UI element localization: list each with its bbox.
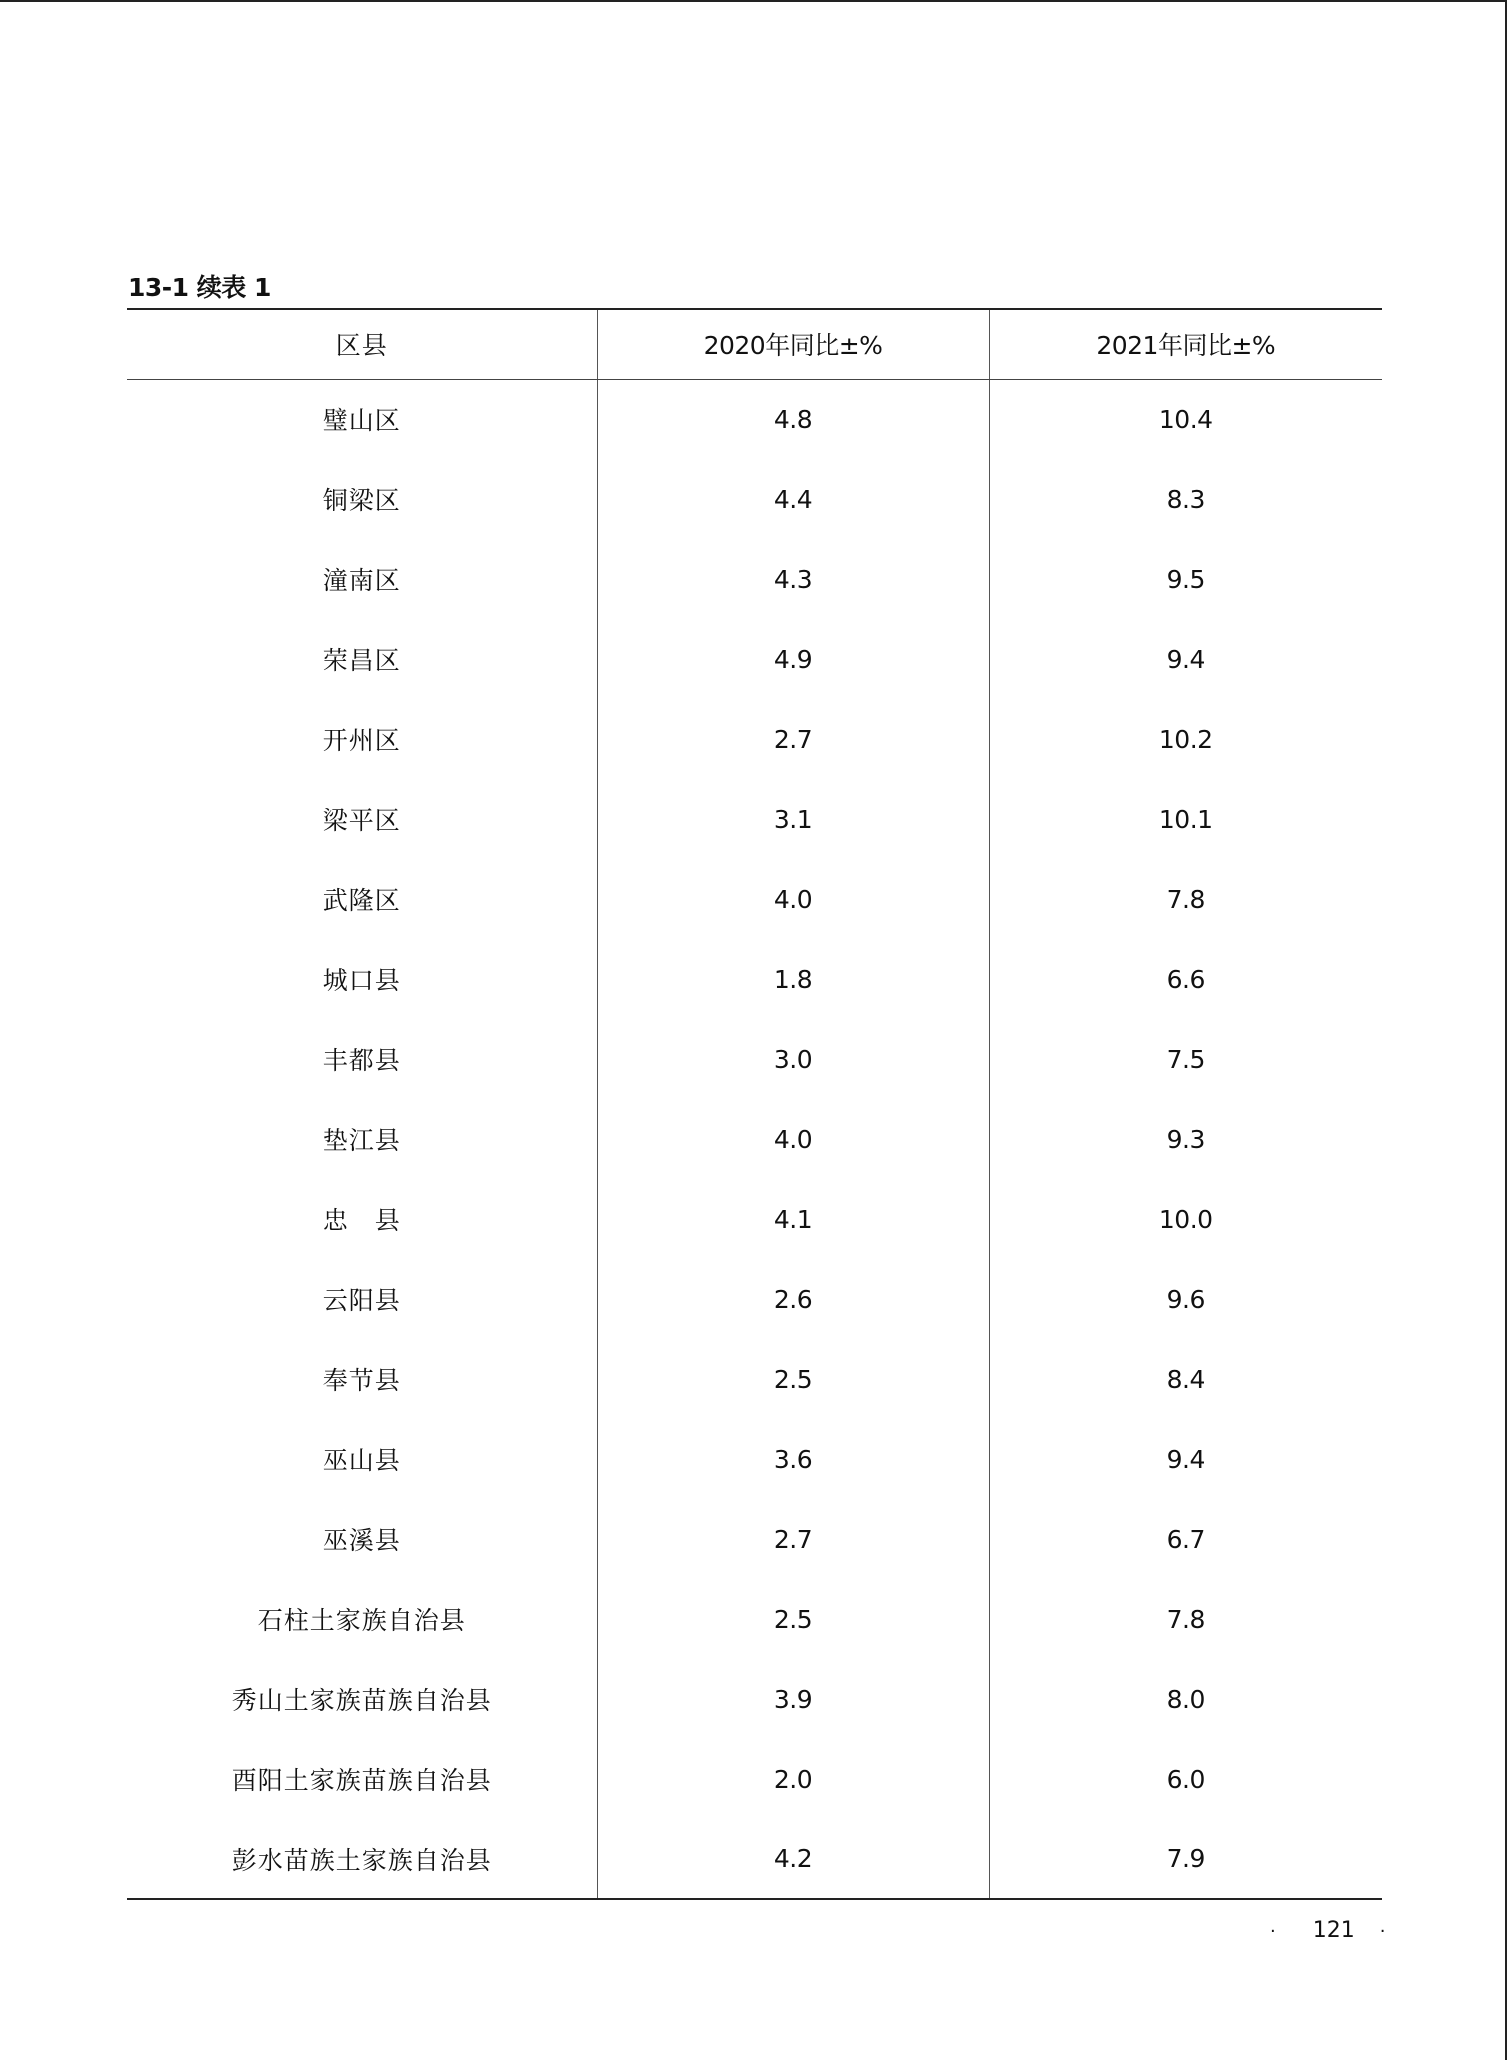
value-2020-cell: 2.0 [597,1739,989,1819]
page-footer [1270,1918,1385,1943]
footer-dot-right: · [1379,1920,1386,1942]
district-name-cell: 彭水苗族土家族自治县 [127,1819,597,1899]
value-2021-cell: 10.0 [989,1179,1382,1259]
district-name-cell: 巫溪县 [322,1526,401,1555]
value-2020-cell: 2.7 [597,1499,989,1579]
table-row [127,1179,1382,1259]
value-2021-cell: 7.9 [989,1819,1382,1899]
table-row [127,1659,1382,1739]
value-2020-cell: 4.3 [597,539,989,619]
table-row [127,539,1382,619]
value-2020-cell: 4.9 [597,619,989,699]
value-2021-cell: 7.8 [989,859,1382,939]
district-name-cell: 巫山县 [322,1446,401,1475]
district-name-cell: 开州区 [322,726,401,755]
table-row [127,1339,1382,1419]
table-header-row [127,309,1382,379]
value-2020-cell: 4.0 [597,1099,989,1179]
district-name-cell: 城口县 [322,966,401,995]
value-2020-cell: 2.6 [597,1259,989,1339]
value-2020-cell: 2.7 [597,699,989,779]
table-body [127,379,1382,1899]
value-2020-cell: 3.1 [597,779,989,859]
table-row [127,459,1382,539]
value-2020-cell: 1.8 [597,939,989,1019]
value-2020-cell: 3.9 [597,1659,989,1739]
footer-dot-left: · [1270,1920,1276,1942]
district-name-cell: 酉阳土家族苗族自治县 [231,1766,492,1795]
value-2021-cell: 6.7 [989,1499,1382,1579]
data-table [127,308,1382,1900]
value-2020-cell: 3.6 [597,1419,989,1499]
value-2020-cell: 4.0 [597,859,989,939]
value-2021-cell: 7.5 [989,1019,1382,1099]
value-2021-cell: 8.4 [989,1339,1382,1419]
value-2020-cell: 4.8 [597,379,989,459]
table-row [127,859,1382,939]
district-name-cell: 武隆区 [322,886,401,915]
district-name-cell: 垫江县 [322,1126,401,1155]
district-name-cell: 忠 县 [322,1206,401,1235]
district-name-cell: 丰都县 [322,1046,401,1075]
value-2021-cell: 9.5 [989,539,1382,619]
value-2021-cell: 6.0 [989,1739,1382,1819]
table-caption: 13-1 续表 1 [128,273,271,302]
value-2020-cell: 3.0 [597,1019,989,1099]
value-2021-cell: 9.3 [989,1099,1382,1179]
value-2021-cell: 7.8 [989,1579,1382,1659]
value-2020-cell: 2.5 [597,1339,989,1419]
district-name-cell: 铜梁区 [322,486,401,515]
table-row [127,1099,1382,1179]
value-2020-cell: 2.5 [597,1579,989,1659]
value-2021-cell: 6.6 [989,939,1382,1019]
table-row [127,1419,1382,1499]
header-2021: 2021年同比±% [989,309,1382,379]
value-2021-cell: 8.3 [989,459,1382,539]
value-2020-cell: 4.1 [597,1179,989,1259]
value-2021-cell: 9.4 [989,619,1382,699]
value-2021-cell: 10.1 [989,779,1382,859]
table-row [127,1019,1382,1099]
district-name-cell: 璧山区 [322,406,401,436]
table-row [127,619,1382,699]
page-number: 121 [1312,1918,1355,1943]
district-name-cell: 荣昌区 [322,646,401,675]
value-2021-cell: 10.4 [989,379,1382,459]
table-row [127,699,1382,779]
table-row [127,1499,1382,1579]
value-2020-cell: 4.4 [597,459,989,539]
value-2021-cell: 9.6 [989,1259,1382,1339]
value-2021-cell: 10.2 [989,699,1382,779]
district-name-cell: 石柱土家族自治县 [257,1606,466,1635]
table-row [127,939,1382,1019]
table-row [127,1819,1382,1899]
table-row [127,1579,1382,1659]
district-name-cell: 云阳县 [322,1286,401,1315]
table-row [127,1259,1382,1339]
district-name-cell: 潼南区 [322,566,401,595]
value-2021-cell: 8.0 [989,1659,1382,1739]
table-row [127,379,1382,459]
district-name-cell: 奉节县 [322,1366,401,1395]
table-row [127,779,1382,859]
district-name-cell: 秀山土家族苗族自治县 [231,1686,492,1715]
district-name-cell: 梁平区 [322,806,401,835]
table-row [127,1739,1382,1819]
header-district: 区县 [127,309,597,379]
value-2021-cell: 9.4 [989,1419,1382,1499]
header-2020: 2020年同比±% [597,309,989,379]
value-2020-cell: 4.2 [597,1819,989,1899]
